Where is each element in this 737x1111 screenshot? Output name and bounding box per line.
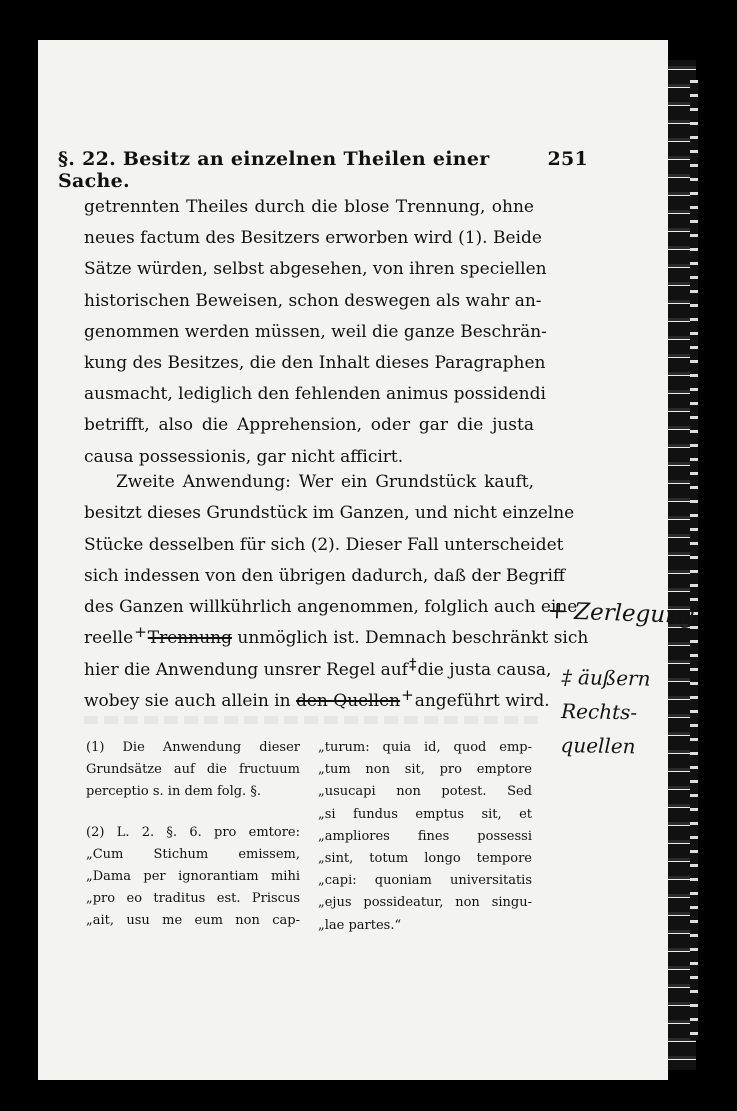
text-line-with-correction xyxy=(84,623,589,654)
footnote-line: (1) Die Anwendung dieser xyxy=(86,740,300,755)
text-line: neues factum des Besitzers erworben wird (1). Beide xyxy=(84,228,542,249)
handwritten-margin-note-1: + Zerlegung xyxy=(547,598,696,630)
text-fragment: unmöglich ist. Demnach beschränkt sich xyxy=(237,628,589,649)
insertion-mark: ‡ xyxy=(408,654,417,673)
footnote-line: „si fundus emptus sit, et xyxy=(318,806,532,822)
text-fragment: reelle xyxy=(84,628,134,649)
text-line: ausmacht, lediglich den fehlenden animus possidendi xyxy=(84,384,546,405)
text-line: betrifft, also die Apprehension, oder gar die justa xyxy=(84,415,534,436)
text-line: Zweite Anwendung: Wer ein Grundstück kauft, xyxy=(116,472,534,492)
insertion-mark: + xyxy=(134,623,147,642)
insertion-mark: + xyxy=(401,686,414,705)
footnote-line: „capi: quoniam universitatis xyxy=(318,873,532,889)
footnote-line: „usucapi non potest. Sed xyxy=(318,784,532,800)
text-line: des Ganzen willkührlich angenommen, folglich auch eine xyxy=(84,597,578,618)
footnote-line: „ampliores fines possessi xyxy=(318,828,532,844)
footnote-line: Grundsätze auf die fructuum xyxy=(86,762,300,778)
footnote-line: „tum non sit, pro emptore xyxy=(318,762,532,778)
text-line: getrennten Theiles durch die blose Trennung, ohne xyxy=(84,197,534,217)
text-fragment: die justa causa, xyxy=(417,659,552,680)
footnote-line: „Cum Stichum emissem, xyxy=(86,846,300,862)
text-line: Sätze würden, selbst abgesehen, von ihren speciellen xyxy=(84,259,547,280)
footnote-line: „ejus possideatur, non singu- xyxy=(318,895,532,911)
paragraph-1 xyxy=(84,192,547,473)
footnote-line: „turum: quia id, quod emp- xyxy=(318,740,532,755)
struck-word: den Quellen xyxy=(295,691,401,712)
footnote-line: (2) L. 2. §. 6. pro emtore: xyxy=(86,824,300,840)
footnote-line: „ait, usu me eum non cap- xyxy=(86,913,300,929)
page-stack-edge-inner xyxy=(690,80,698,1040)
page-number: 251 xyxy=(547,148,588,170)
text-line: genommen werden müssen, weil die ganze Beschrän- xyxy=(84,321,547,342)
text-fragment: wobey sie auch allein in xyxy=(84,691,291,712)
footnote-line: „Dama per ignorantiam mihi xyxy=(86,868,300,884)
text-line-with-correction xyxy=(84,686,550,717)
footnote-line: „lae partes.“ xyxy=(318,917,402,933)
handwritten-margin-note-2: ‡ äußern Rechts-quellen xyxy=(560,664,651,759)
text-line-with-correction xyxy=(84,654,552,686)
struck-word: Trennung xyxy=(147,628,232,649)
footnotes-left-column xyxy=(86,737,300,933)
running-head: §. 22. Besitz an einzelnen Theilen einer Sache. xyxy=(58,148,490,192)
running-header xyxy=(58,148,588,192)
text-line: causa possessionis, gar nicht afficirt. xyxy=(84,446,404,467)
footnotes-right-column xyxy=(318,737,532,937)
text-line: historischen Beweisen, schon deswegen als wahr an- xyxy=(84,290,542,311)
text-line: sich indessen von den übrigen dadurch, daß der Begriff xyxy=(84,565,565,586)
bleed-through-line xyxy=(84,716,544,724)
footnote-line: perceptio s. in dem folg. §. xyxy=(86,784,261,800)
text-line: Stücke desselben für sich (2). Dieser Fall unterscheidet xyxy=(84,534,564,555)
text-fragment: hier die Anwendung unsrer Regel auf xyxy=(84,659,408,680)
text-fragment: angeführt wird. xyxy=(414,691,550,712)
text-line: besitzt dieses Grundstück im Ganzen, und nicht einzelne xyxy=(84,503,575,524)
paragraph-2 xyxy=(84,467,589,717)
footnote-line: „sint, totum longo tempore xyxy=(318,850,532,866)
footnote-line: „pro eo traditus est. Priscus xyxy=(86,891,300,907)
text-line: kung des Besitzes, die den Inhalt dieses Paragraphen xyxy=(84,352,546,373)
